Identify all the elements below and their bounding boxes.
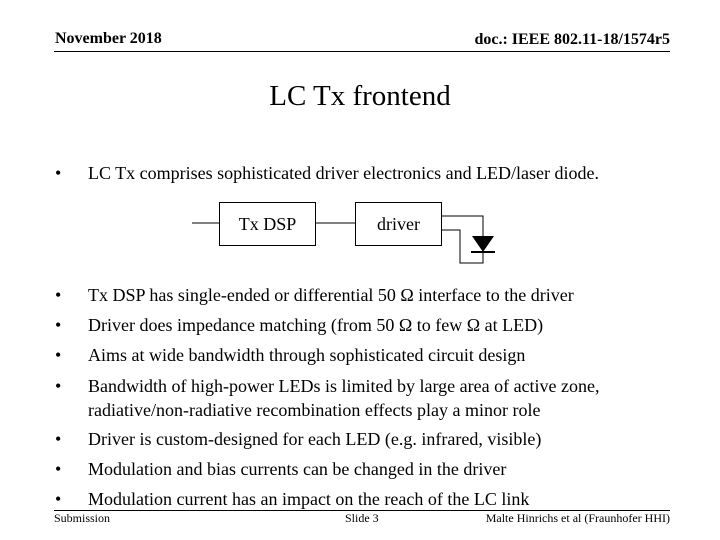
- bullet-marker: •: [55, 163, 62, 183]
- bullet-text: Modulation and bias currents can be changed in the driver: [88, 459, 507, 479]
- led-anode-line: [441, 216, 483, 236]
- bullet-text: Bandwidth of high-power LEDs is limited by large area of active zone, radiative/non-radiative recombination effects play a minor role: [88, 376, 600, 420]
- bullet-item: [55, 428, 675, 450]
- bullet-marker: •: [55, 345, 62, 365]
- intro-bullet-text: LC Tx comprises sophisticated driver electronics and LED/laser diode.: [88, 163, 600, 183]
- bullet-text: Modulation current has an impact on the reach of the LC link: [88, 489, 530, 509]
- bullet-item: [55, 284, 675, 306]
- bullet-item: [55, 314, 675, 336]
- bullet-text: Aims at wide bandwidth through sophisticated circuit design: [88, 345, 526, 365]
- header-date: November 2018: [55, 30, 162, 47]
- footer-author: Malte Hinrichs et al (Fraunhofer HHI): [485, 511, 670, 525]
- led-diode-icon: [471, 236, 495, 252]
- tx-dsp-block: Tx DSP: [219, 202, 316, 246]
- slide-title: LC Tx frontend: [269, 80, 451, 112]
- bullet-marker: •: [55, 315, 62, 335]
- bullet-text: Tx DSP has single-ended or differential 50 Ω interface to the driver: [88, 285, 574, 305]
- bullet-marker: •: [55, 459, 62, 479]
- led-cathode-line: [441, 230, 483, 263]
- bullet-item: [55, 488, 675, 510]
- bullet-marker: •: [55, 429, 62, 449]
- bullet-marker: •: [55, 376, 62, 396]
- driver-block: driver: [355, 202, 442, 246]
- bullet-item: [55, 344, 675, 366]
- bullet-text: Driver is custom-designed for each LED (e.g. infrared, visible): [88, 429, 542, 449]
- footer-slide-number: Slide 3: [345, 511, 379, 525]
- bullet-item: [55, 374, 675, 422]
- footer-submission: Submission: [54, 511, 111, 525]
- bullet-marker: •: [55, 489, 62, 509]
- bullet-text: Driver does impedance matching (from 50 Ω to few Ω at LED): [88, 315, 544, 335]
- header-doc-id: doc.: IEEE 802.11-18/1574r5: [474, 31, 670, 48]
- bullet-marker: •: [55, 285, 62, 305]
- bullet-item: [55, 458, 675, 480]
